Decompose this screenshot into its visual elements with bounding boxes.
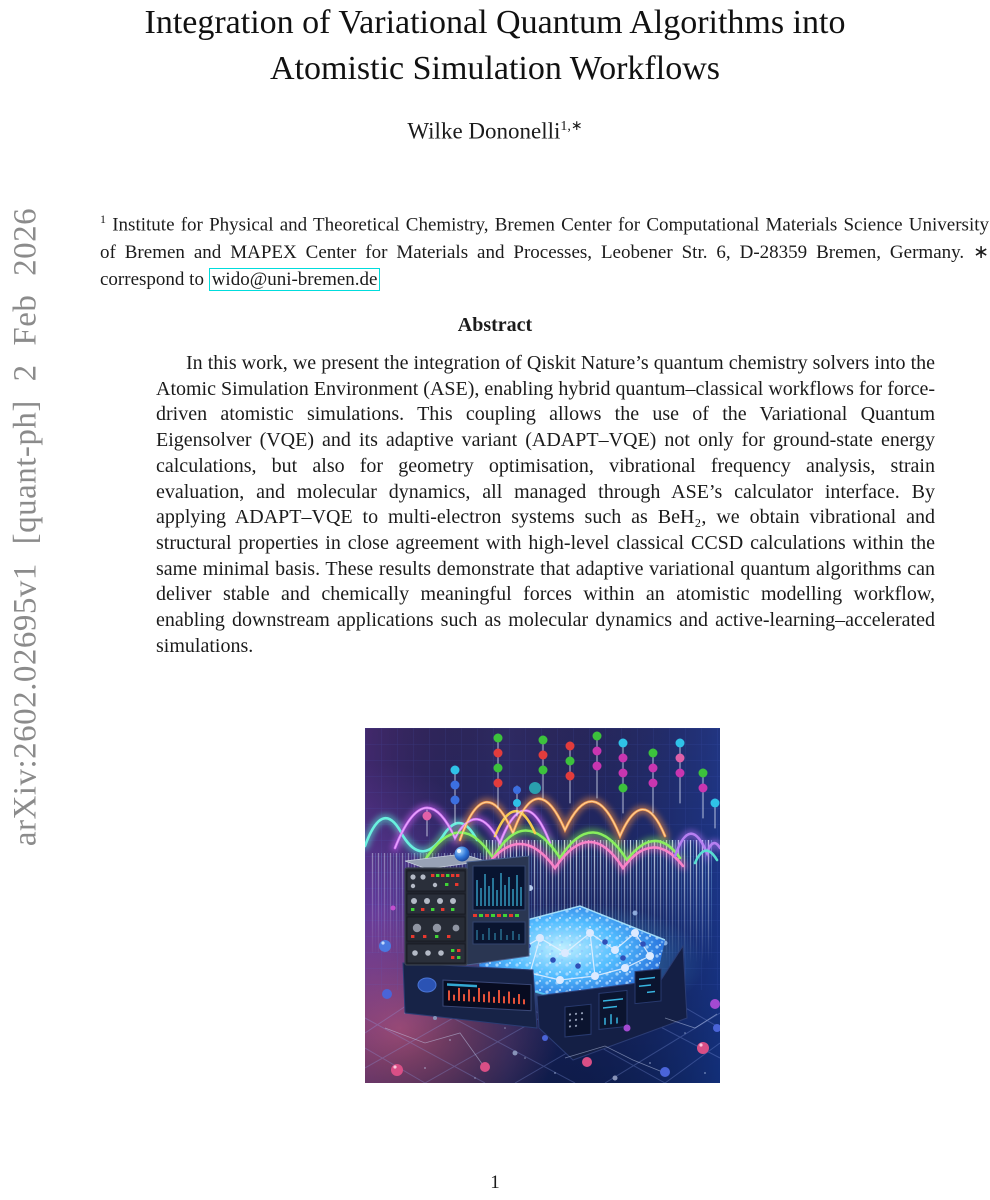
- abstract-heading: Abstract: [457, 314, 533, 336]
- email-link[interactable]: wido@uni-bremen.de: [209, 268, 381, 291]
- title-line-2: Atomistic Simulation Workflows: [270, 50, 720, 87]
- control-rack: [405, 847, 529, 966]
- page-number: 1: [490, 1172, 500, 1193]
- arxiv-stamp: arXiv:2602.02695v1 [quant-ph] 2 Feb 2026: [7, 207, 44, 847]
- quantum-simulation-illustration: [365, 728, 720, 1083]
- paper-figure: [365, 728, 720, 1083]
- author-superscript: 1,∗: [560, 119, 583, 134]
- affiliation-marker: 1: [100, 212, 106, 226]
- paper-title: [95, 0, 895, 92]
- affiliation-text: Institute for Physical and Theoretical Chemistry, Bremen Center for Computational Materials Science University of Bremen and MAPEX Center for Materials and Processes, Leobener Str. 6, D-28359 Bremen, Germany. ∗ correspond to: [100, 214, 989, 291]
- title-line-1: Integration of Variational Quantum Algorithms into: [144, 4, 846, 41]
- affiliation: [100, 206, 989, 294]
- abstract-text: In this work, we present the integration of Qiskit Nature’s quantum chemistry solvers into the Atomic Simulation Environment (ASE), enabling hybrid quantum–classical workflows for force-driven atomistic simulations. This coupling allows the use of the Variational Quantum Eigensolver (VQE) and its adaptive variant (ADAPT–VQE) not only for ground-state energy calculations, but also for geometry optimisation, vibrational frequency analysis, strain evaluation, and molecular dynamics, all managed through ASE’s calculator interface. By applying ADAPT–VQE to multi-electron systems such as BeH₂, we obtain vibrational and structural properties in close agreement with high-level classical CCSD calculations within the same minimal basis. These results demonstrate that adaptive variational quantum algorithms can deliver stable and chemically meaningful forces within an atomistic modelling workflow, enabling downstream applications such as molecular dynamics and active-learning–accelerated simulations.: [156, 352, 935, 657]
- author-name: Wilke Dononelli: [407, 118, 561, 144]
- author-line: [95, 118, 895, 145]
